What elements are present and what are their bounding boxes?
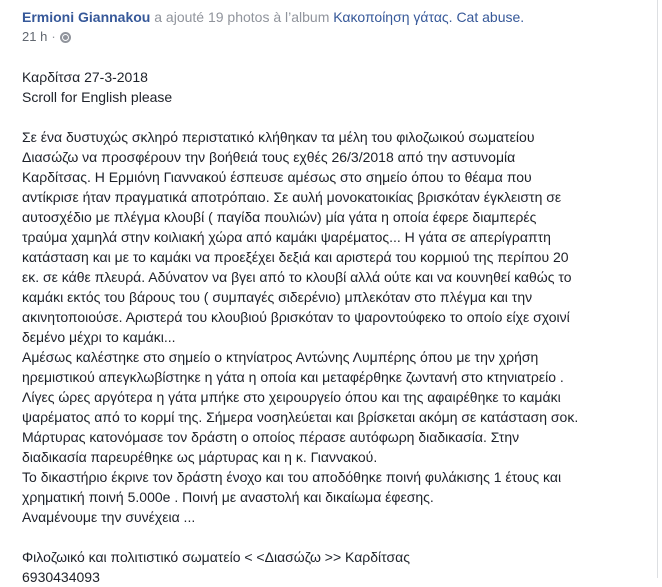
post-meta	[22, 29, 652, 45]
post-body-line: ηρεμιστικού απεγκλωβίστηκε η γάτα η οποία και μεταφέρθηκε ζωντανή στο κτηνιατρείο .	[22, 369, 564, 385]
post-body-line: χρηματική ποινή 5.000e . Ποινή με αναστολή και δικαίωμα έφεσης.	[22, 489, 434, 505]
meta-separator: ·	[51, 29, 56, 44]
post-body-line: Μάρτυρας κατονόμασε τον δράστη ο οποίος πέρασε αυτόφωρη διαδικασία. Στην	[22, 429, 520, 445]
post-header	[22, 8, 652, 45]
post-body-line: Διασώζω να προσφέρουν την βοήθειά τους εχθές 26/3/2018 από την αστυνομία	[22, 149, 516, 165]
post-body-line: εκ. σε κάθε πλευρά. Αδύνατον να βγει από το κλουβί αλλά ούτε και να κουνηθεί καθώς το	[22, 269, 572, 285]
post-body-line: καμάκι εκτός του βάρους του ( συμπαγές σιδερένιο) μπλεκόταν στο πλέγμα και την	[22, 289, 533, 305]
paragraph-spacer	[22, 107, 647, 127]
post-body-line: κατάσταση και με το καμάκι να προεξέχει δεξιά και αριστερά του κορμιού της περίπου 20	[22, 249, 569, 265]
phone-number: 6930434093	[22, 569, 100, 585]
post-body-line: τραύμα χαμηλά στην κοιλιακή χώρα από καμάκι ψαρέματος... Η γάτα σε απερίγραπτη	[22, 229, 551, 245]
post-body-line: αντίκρισε ήταν πραγματικά αποτρόπαιο. Σε αυλή μονοκατοικίας βρισκόταν έγκλειστη σε	[22, 189, 562, 205]
signature-line: Φιλοζωικό και πολιτιστικό σωματείο < <Διασώζω >> Καρδίτσας	[22, 549, 410, 565]
post-date-line: Καρδίτσα 27-3-2018	[22, 69, 148, 85]
post-body-line: Αναμένουμε την συνέχεια ...	[22, 509, 196, 525]
post-body-line: Λίγες ώρες αργότερα η γάτα μπήκε στο χειρουργείο όπου και της αφαιρέθηκε το καμάκι	[22, 389, 561, 405]
post-body-line: δεμένο μέχρι το καμάκι...	[22, 329, 176, 345]
post-body-line: ακινητοποιούσε. Αριστερά του κλουβιού βρισκόταν το ψαροντούφεκο το οποίο είχε σχοινί	[22, 309, 570, 325]
paragraph-spacer	[22, 527, 647, 547]
post-body-line: αυτοσχέδιο με πλέγμα κλουβί ( παγίδα πουλιών) μία γάτα η οποία έφερε διαμπερές	[22, 209, 537, 225]
author-name-link[interactable]: Ermioni Giannakou	[22, 9, 151, 25]
post-text	[22, 67, 647, 587]
album-link[interactable]: Κακοποίηση γάτας. Cat abuse.	[333, 9, 525, 25]
post-body-line: Καρδίτσας. Η Ερμιόνη Γιαννακού έσπευσε αμέσως στο σημείο όπου το θέαμα που	[22, 169, 532, 185]
scroll-note-line: Scroll for English please	[22, 89, 173, 105]
post-body-line: Σε ένα δυστυχώς σκληρό περιστατικό κλήθηκαν τα μέλη του φιλοζωικού σωματείου	[22, 129, 535, 145]
post-body-line: διαδικασία παρευρέθηκε ως μάρτυρας και η κ. Γιαννακού.	[22, 449, 378, 465]
post-body-line: Το δικαστήριο έκρινε τον δράστη ένοχο και του αποδόθηκε ποινή φυλάκισης 1 έτους και	[22, 469, 562, 485]
globe-icon[interactable]	[60, 32, 71, 43]
post-timestamp[interactable]: 21 h	[22, 29, 48, 44]
post-body-line: Αμέσως καλέστηκε στο σημείο ο κτηνίατρος Αντώνης Λυμπέρης όπου με την χρήση	[22, 349, 539, 365]
post-body-line: ψαρέματος από το κορμί της. Σήμερα νοσηλεύεται και βρίσκεται ακόμη σε κατάσταση σοκ.	[22, 409, 579, 425]
post-action-text: a ajouté 19 photos à l’album	[154, 9, 330, 25]
post-header-line	[22, 8, 652, 26]
